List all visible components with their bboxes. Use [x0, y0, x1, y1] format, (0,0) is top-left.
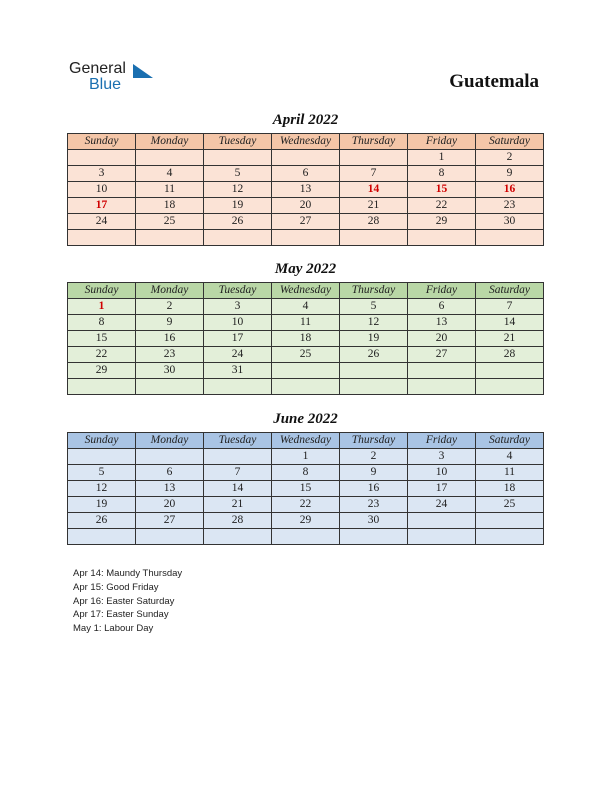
day-cell: 23	[340, 497, 408, 513]
weekday-monday: Monday	[136, 433, 204, 449]
day-cell: 22	[408, 198, 476, 214]
day-cell: 27	[272, 214, 340, 230]
week-row	[68, 166, 544, 182]
day-cell	[476, 513, 544, 529]
day-cell: 18	[272, 331, 340, 347]
day-cell: 3	[204, 299, 272, 315]
day-cell	[272, 150, 340, 166]
day-cell: 8	[408, 166, 476, 182]
day-cell	[476, 363, 544, 379]
day-cell: 29	[68, 363, 136, 379]
day-cell	[340, 230, 408, 246]
day-cell	[272, 230, 340, 246]
day-cell: 30	[136, 363, 204, 379]
day-cell: 5	[340, 299, 408, 315]
day-cell: 6	[408, 299, 476, 315]
day-cell: 31	[204, 363, 272, 379]
week-row	[68, 379, 544, 395]
day-cell	[340, 150, 408, 166]
day-cell: 15	[68, 331, 136, 347]
day-cell: 26	[68, 513, 136, 529]
day-cell: 24	[408, 497, 476, 513]
week-row	[68, 513, 544, 529]
day-cell: 11	[272, 315, 340, 331]
day-cell	[408, 363, 476, 379]
month-title-june: June 2022	[273, 411, 338, 427]
day-cell: 27	[408, 347, 476, 363]
day-cell: 28	[340, 214, 408, 230]
holiday-item: Apr 17: Easter Sunday	[73, 609, 169, 621]
weekday-wednesday: Wednesday	[272, 283, 340, 299]
calendar-april	[67, 133, 544, 246]
weekday-friday: Friday	[408, 283, 476, 299]
week-row	[68, 331, 544, 347]
week-row	[68, 150, 544, 166]
logo-text-blue: Blue	[89, 76, 122, 93]
day-cell: 26	[340, 347, 408, 363]
day-cell: 4	[136, 166, 204, 182]
day-cell: 13	[136, 481, 204, 497]
day-cell	[136, 529, 204, 545]
logo-triangle-icon	[133, 64, 153, 78]
day-cell: 19	[204, 198, 272, 214]
day-cell	[272, 379, 340, 395]
day-cell: 10	[204, 315, 272, 331]
day-cell: 13	[408, 315, 476, 331]
day-cell: 25	[476, 497, 544, 513]
day-cell: 2	[136, 299, 204, 315]
day-cell: 19	[340, 331, 408, 347]
day-cell: 30	[340, 513, 408, 529]
calendar-may	[67, 282, 544, 395]
day-cell: 10	[408, 465, 476, 481]
day-cell: 3	[408, 449, 476, 465]
day-cell: 12	[340, 315, 408, 331]
day-cell: 20	[272, 198, 340, 214]
calendar-june	[67, 432, 544, 545]
day-cell	[204, 449, 272, 465]
weekday-monday: Monday	[136, 134, 204, 150]
day-cell	[272, 363, 340, 379]
day-cell: 20	[408, 331, 476, 347]
weekday-sunday: Sunday	[68, 283, 136, 299]
day-cell: 6	[136, 465, 204, 481]
day-cell	[340, 379, 408, 395]
holiday-list	[73, 567, 182, 636]
day-cell: 22	[272, 497, 340, 513]
week-row	[68, 299, 544, 315]
day-cell	[340, 529, 408, 545]
weekday-friday: Friday	[408, 433, 476, 449]
day-cell: 5	[204, 166, 272, 182]
weekday-saturday: Saturday	[476, 134, 544, 150]
day-cell: 7	[204, 465, 272, 481]
day-cell	[136, 230, 204, 246]
day-cell: 14	[340, 182, 408, 198]
day-cell: 21	[340, 198, 408, 214]
day-cell: 23	[476, 198, 544, 214]
day-cell	[136, 150, 204, 166]
weekday-thursday: Thursday	[340, 283, 408, 299]
day-cell: 2	[476, 150, 544, 166]
day-cell: 24	[204, 347, 272, 363]
weekday-saturday: Saturday	[476, 433, 544, 449]
day-cell: 15	[408, 182, 476, 198]
day-cell: 18	[476, 481, 544, 497]
day-cell: 10	[68, 182, 136, 198]
day-cell: 1	[272, 449, 340, 465]
day-cell: 2	[340, 449, 408, 465]
day-cell: 28	[476, 347, 544, 363]
day-cell: 14	[476, 315, 544, 331]
day-cell: 12	[204, 182, 272, 198]
day-cell	[204, 230, 272, 246]
week-row	[68, 363, 544, 379]
week-row	[68, 214, 544, 230]
day-cell: 30	[476, 214, 544, 230]
day-cell: 12	[68, 481, 136, 497]
day-cell: 17	[408, 481, 476, 497]
day-cell	[204, 379, 272, 395]
holiday-item: May 1: Labour Day	[73, 623, 154, 635]
day-cell	[408, 379, 476, 395]
day-cell	[476, 379, 544, 395]
day-cell: 15	[272, 481, 340, 497]
day-cell: 1	[68, 299, 136, 315]
day-cell	[408, 513, 476, 529]
day-cell	[68, 150, 136, 166]
week-row	[68, 529, 544, 545]
day-cell: 22	[68, 347, 136, 363]
day-cell: 27	[136, 513, 204, 529]
day-cell: 4	[272, 299, 340, 315]
weekday-thursday: Thursday	[340, 134, 408, 150]
day-cell: 9	[476, 166, 544, 182]
day-cell: 7	[340, 166, 408, 182]
holiday-item: Apr 16: Easter Saturday	[73, 595, 175, 607]
day-cell: 9	[136, 315, 204, 331]
weekday-saturday: Saturday	[476, 283, 544, 299]
day-cell: 29	[408, 214, 476, 230]
month-title-may: May 2022	[274, 261, 337, 277]
holiday-item: Apr 15: Good Friday	[73, 581, 159, 593]
logo-text-general: General	[69, 60, 126, 77]
day-cell: 28	[204, 513, 272, 529]
day-cell: 29	[272, 513, 340, 529]
day-cell: 1	[408, 150, 476, 166]
day-cell	[136, 379, 204, 395]
day-cell: 16	[136, 331, 204, 347]
day-cell: 6	[272, 166, 340, 182]
day-cell	[68, 230, 136, 246]
day-cell: 18	[136, 198, 204, 214]
day-cell	[476, 529, 544, 545]
day-cell	[204, 150, 272, 166]
day-cell: 8	[68, 315, 136, 331]
weekday-header-row	[68, 134, 544, 150]
day-cell: 17	[204, 331, 272, 347]
weekday-tuesday: Tuesday	[204, 134, 272, 150]
day-cell: 11	[136, 182, 204, 198]
day-cell	[68, 529, 136, 545]
week-row	[68, 347, 544, 363]
weekday-tuesday: Tuesday	[204, 433, 272, 449]
week-row	[68, 198, 544, 214]
day-cell: 7	[476, 299, 544, 315]
day-cell: 14	[204, 481, 272, 497]
weekday-sunday: Sunday	[68, 433, 136, 449]
day-cell: 17	[68, 198, 136, 214]
weekday-header-row	[68, 283, 544, 299]
day-cell	[136, 449, 204, 465]
weekday-monday: Monday	[136, 283, 204, 299]
week-row	[68, 315, 544, 331]
week-row	[68, 465, 544, 481]
day-cell: 21	[204, 497, 272, 513]
day-cell	[340, 363, 408, 379]
day-cell	[68, 449, 136, 465]
day-cell: 20	[136, 497, 204, 513]
day-cell: 8	[272, 465, 340, 481]
weekday-wednesday: Wednesday	[272, 134, 340, 150]
day-cell: 25	[136, 214, 204, 230]
day-cell: 11	[476, 465, 544, 481]
weekday-tuesday: Tuesday	[204, 283, 272, 299]
day-cell	[476, 230, 544, 246]
weekday-sunday: Sunday	[68, 134, 136, 150]
week-row	[68, 497, 544, 513]
day-cell: 24	[68, 214, 136, 230]
week-row	[68, 182, 544, 198]
week-row	[68, 481, 544, 497]
day-cell	[272, 529, 340, 545]
day-cell	[68, 379, 136, 395]
day-cell	[408, 230, 476, 246]
day-cell	[204, 529, 272, 545]
weekday-thursday: Thursday	[340, 433, 408, 449]
holiday-item: Apr 14: Maundy Thursday	[73, 568, 183, 579]
weekday-wednesday: Wednesday	[272, 433, 340, 449]
day-cell: 9	[340, 465, 408, 481]
country-title: Guatemala	[449, 71, 539, 92]
week-row	[68, 449, 544, 465]
day-cell: 16	[476, 182, 544, 198]
weekday-header-row	[68, 433, 544, 449]
day-cell: 4	[476, 449, 544, 465]
day-cell: 19	[68, 497, 136, 513]
day-cell: 13	[272, 182, 340, 198]
month-title-april: April 2022	[272, 112, 339, 128]
day-cell: 26	[204, 214, 272, 230]
weekday-friday: Friday	[408, 134, 476, 150]
day-cell: 5	[68, 465, 136, 481]
day-cell: 25	[272, 347, 340, 363]
week-row	[68, 230, 544, 246]
day-cell: 21	[476, 331, 544, 347]
day-cell	[408, 529, 476, 545]
day-cell: 16	[340, 481, 408, 497]
day-cell: 23	[136, 347, 204, 363]
day-cell: 3	[68, 166, 136, 182]
